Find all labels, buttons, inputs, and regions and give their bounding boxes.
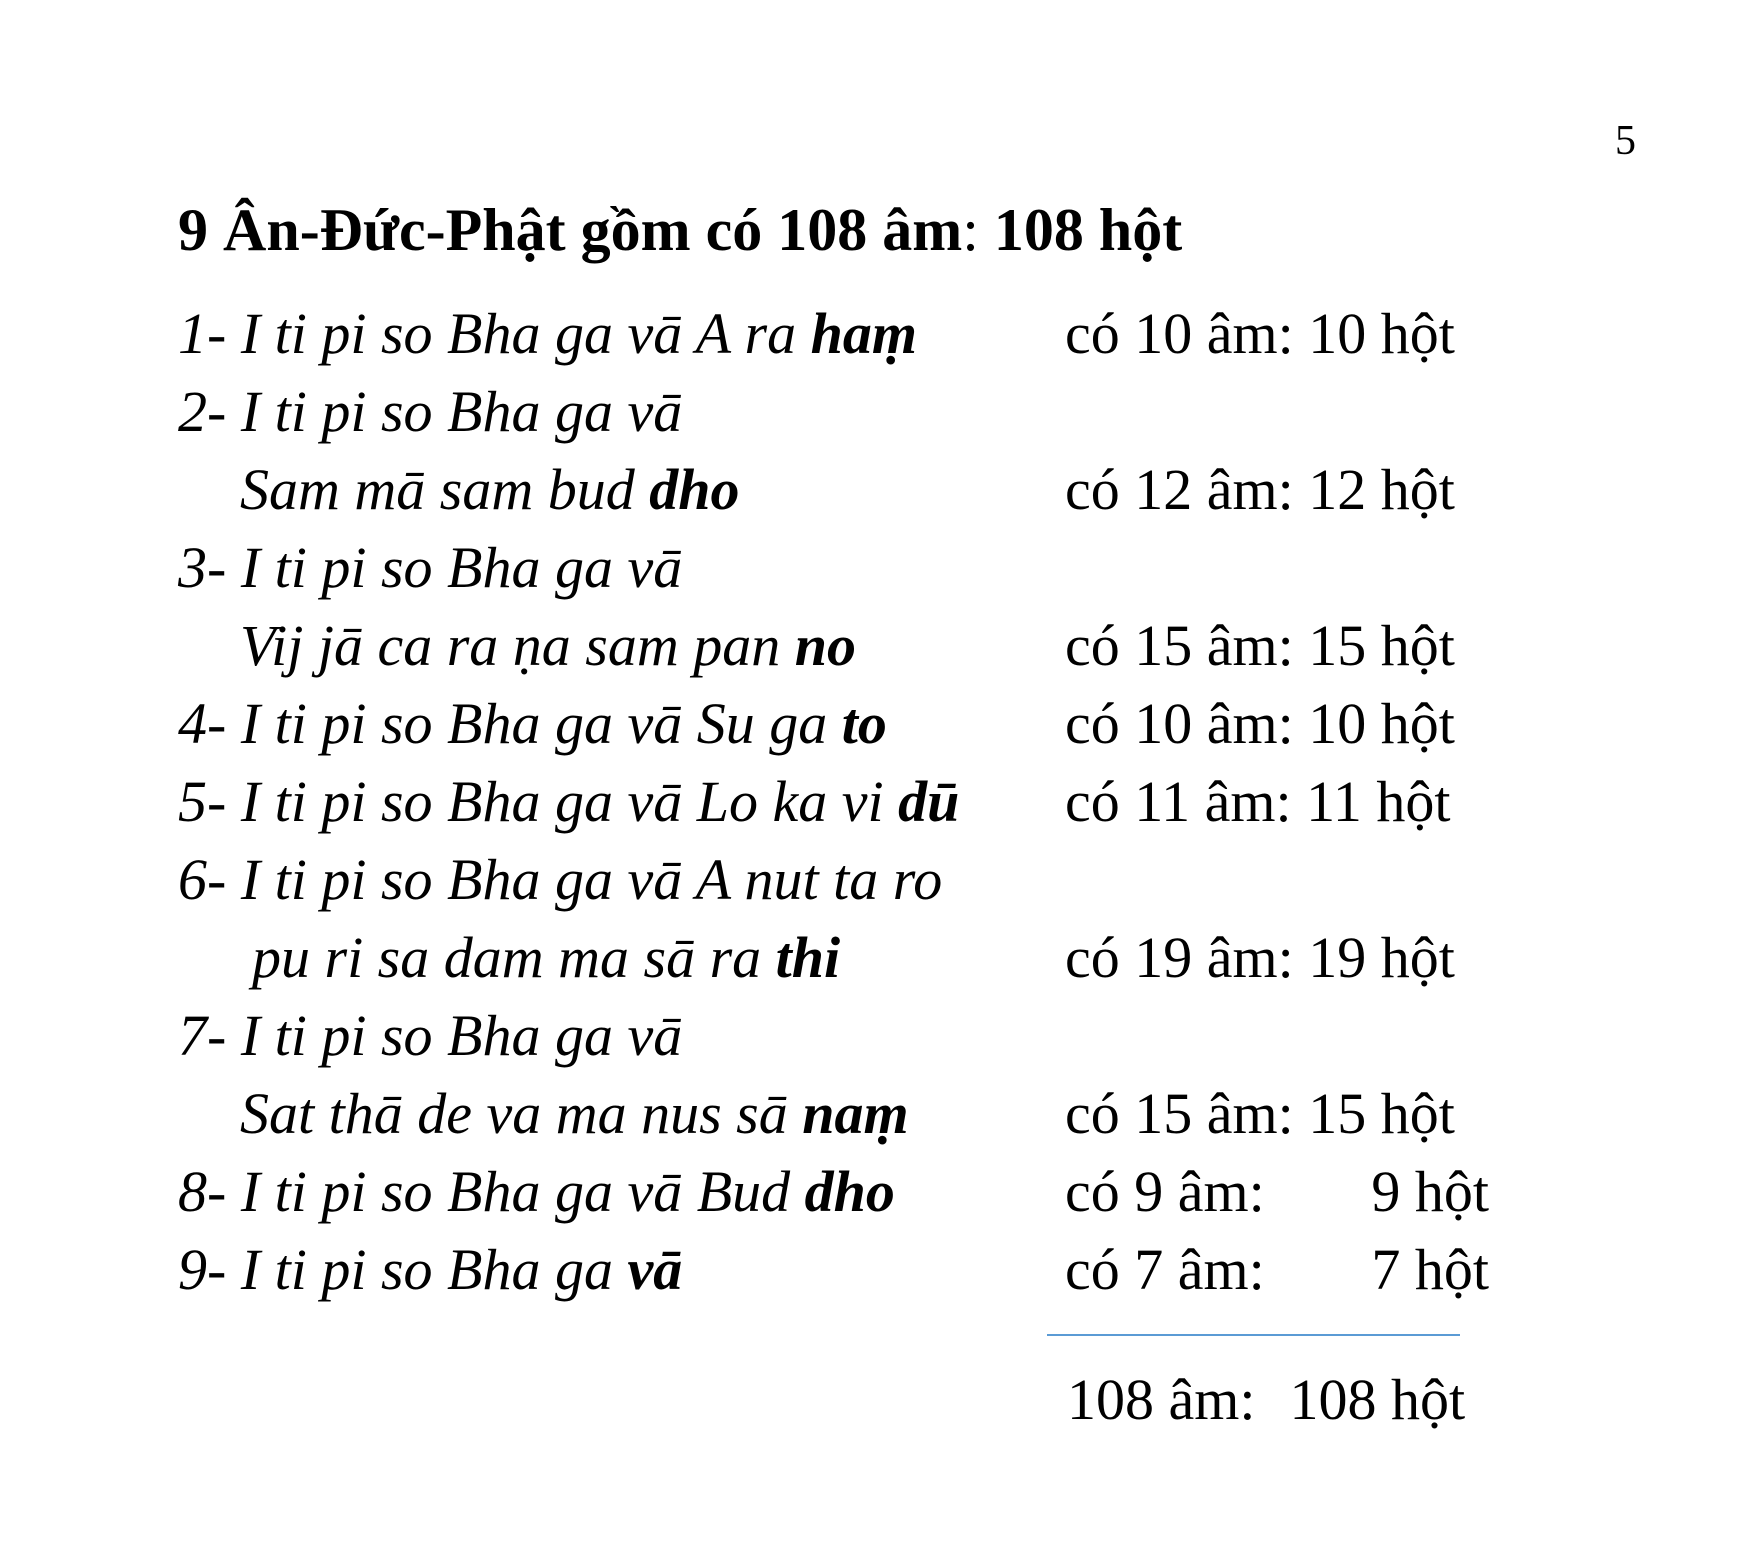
verse-final-syllable: haṃ [810,301,917,366]
verse-final-syllable: dho [649,457,740,522]
total-beads: 108 hột [1289,1367,1466,1432]
title-colon: : [962,197,979,263]
verse-text: 3- I ti pi so Bha ga vā [178,535,683,600]
verse-line-5 [0,763,1749,841]
verse-line-7 [0,997,1749,1075]
verse-text: 6- I ti pi so Bha ga vā A nut ta ro [178,847,943,912]
verse-final-syllable: thi [775,925,841,990]
verse-text: 4- I ti pi so Bha ga vā Su ga to [178,691,887,756]
verse-final-syllable: to [841,691,887,756]
syllable-count: có 12 âm: 12 hột [1065,457,1455,522]
verse-line-9 [0,1231,1749,1309]
verse-text: 8- I ti pi so Bha ga vā Bud dho [178,1159,895,1224]
syllable-count: có 15 âm: 15 hột [1065,613,1455,678]
total-count [1067,1361,1465,1439]
verse-text: pu ri sa dam ma sā ra thi [252,925,841,990]
verse-line-7-continued [0,1075,1749,1153]
verse-line-4 [0,685,1749,763]
bead-count: 7 hột [1371,1237,1489,1302]
verse-final-syllable: vā [627,1237,683,1302]
syllable-count: có 10 âm: 10 hột [1065,691,1455,756]
verse-line-2 [0,373,1749,451]
verse-line-2-continued [0,451,1749,529]
verse-text: 2- I ti pi so Bha ga vā [178,379,683,444]
verse-line-3 [0,529,1749,607]
syllable-count: có 10 âm: 10 hột [1065,301,1455,366]
verse-line-3-continued [0,607,1749,685]
total-syllables: 108 âm: [1067,1367,1256,1432]
verse-line-8 [0,1153,1749,1231]
verse-text: 1- I ti pi so Bha ga vā A ra haṃ [178,301,917,366]
verse-line-6-continued [0,919,1749,997]
verse-final-syllable: naṃ [802,1081,909,1146]
verse-line-6 [0,841,1749,919]
page-number: 5 [1615,118,1636,164]
verse-text: Sam mā sam bud dho [240,457,740,522]
verse-final-syllable: dho [804,1159,895,1224]
syllable-count: có 11 âm: 11 hột [1065,769,1451,834]
verse-text: 5- I ti pi so Bha ga vā Lo ka vi dū [178,769,960,834]
page-title [178,197,1183,263]
verse-line-1 [0,295,1749,373]
syllable-count: có 9 âm: [1065,1159,1265,1224]
verse-final-syllable: no [794,613,857,678]
syllable-count: có 19 âm: 19 hột [1065,925,1455,990]
bead-count: 9 hột [1371,1159,1489,1224]
syllable-count: có 15 âm: 15 hột [1065,1081,1455,1146]
sum-divider [1047,1334,1460,1336]
verse-text: Sat thā de va ma nus sā naṃ [240,1081,909,1146]
syllable-count: có 7 âm: [1065,1237,1265,1302]
title-main: 9 Ân-Đức-Phật gồm có 108 âm [178,197,963,263]
title-tail: 108 hột [978,197,1183,263]
verse-final-syllable: dū [898,769,960,834]
verse-text: 7- I ti pi so Bha ga vā [178,1003,683,1068]
verse-text: Vij jā ca ra ṇa sam pan no [240,613,857,678]
verse-text: 9- I ti pi so Bha ga vā [178,1237,683,1302]
